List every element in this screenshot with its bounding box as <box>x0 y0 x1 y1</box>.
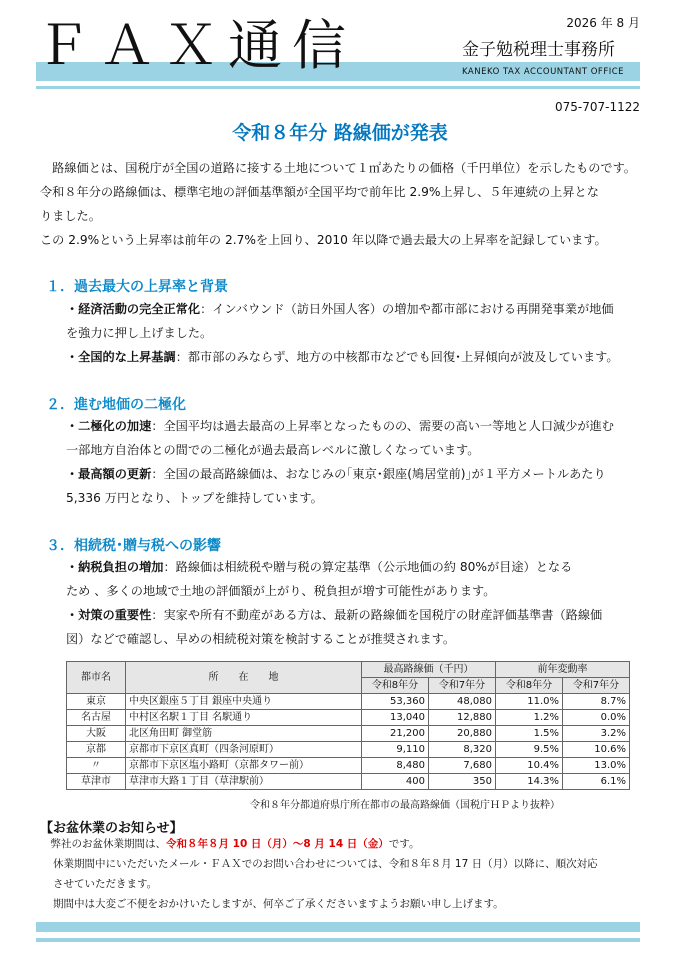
cell-location: 京都市下京区塩小路町（京都タワー前） <box>126 758 362 774</box>
table-caption: 令和８年分都道府県庁所在都市の最高路線価（国税庁ＨＰより抜粋） <box>250 800 560 811</box>
cell-r7: 7,680 <box>429 758 496 774</box>
notice-prefix: 弊社のお盆休業期間は、 <box>40 838 166 850</box>
table-row <box>67 694 630 710</box>
list-item <box>66 345 619 369</box>
notice-body <box>40 834 598 914</box>
list-item <box>66 414 614 438</box>
section-2-items <box>66 414 614 510</box>
section-heading-3: ３．相続税･贈与税への影響 <box>46 538 221 554</box>
cell-r8: 21,200 <box>362 726 429 742</box>
cell-city: 〃 <box>67 758 126 774</box>
cell-c8: 10.4% <box>496 758 563 774</box>
list-item <box>66 603 602 627</box>
cell-r7: 48,080 <box>429 694 496 710</box>
notice-line <box>40 834 598 854</box>
section-heading-1: １．過去最大の上昇率と背景 <box>46 279 228 295</box>
cell-location: 京都市下京区真町（四条河原町） <box>126 742 362 758</box>
header-rule <box>36 86 640 89</box>
list-item <box>66 462 614 486</box>
item-text: ：実家や所有不動産がある方は、最新の路線価を国税庁の財産評価基準書（路線価 <box>151 608 603 622</box>
col-c8: 令和8年分 <box>496 678 563 694</box>
col-r7: 令和7年分 <box>429 678 496 694</box>
holiday-dates: 令和８年８月 10 日（月）～8 月 14 日（金） <box>166 838 389 850</box>
col-city: 都市名 <box>67 662 126 694</box>
page-title: 令和８年分 路線価が発表 <box>232 122 448 144</box>
item-label: ・納税負担の増加 <box>66 560 164 574</box>
cell-c8: 9.5% <box>496 742 563 758</box>
cell-location: 中村区名駅１丁目 名駅通り <box>126 710 362 726</box>
list-item <box>66 297 619 321</box>
col-location: 所 在 地 <box>126 662 362 694</box>
cell-c7: 0.0% <box>563 710 630 726</box>
cell-location: 中央区銀座５丁目 銀座中央通り <box>126 694 362 710</box>
section-1-items <box>66 297 619 369</box>
item-label: ・最高額の更新 <box>66 467 152 481</box>
item-text-cont: 図）などで確認し、早めの相続税対策を検討することが推奨されます。 <box>66 632 456 646</box>
cell-city: 京都 <box>67 742 126 758</box>
cell-c7: 3.2% <box>563 726 630 742</box>
item-text: ：路線価は相続税や贈与税の算定基準（公示地価の約 80%が目途）となる <box>163 560 573 574</box>
cell-c8: 1.5% <box>496 726 563 742</box>
col-r8: 令和8年分 <box>362 678 429 694</box>
col-c7: 令和7年分 <box>563 678 630 694</box>
fax-number: 075-707-1122 <box>554 100 640 114</box>
item-label: ・二極化の加速 <box>66 419 152 433</box>
cell-r7: 350 <box>429 774 496 790</box>
table-row <box>67 710 630 726</box>
table-header-row <box>67 662 630 678</box>
table-row <box>67 774 630 790</box>
cell-c7: 13.0% <box>563 758 630 774</box>
section-3-items <box>66 555 602 651</box>
list-item <box>66 555 602 579</box>
table-row <box>67 726 630 742</box>
cell-c8: 14.3% <box>496 774 563 790</box>
cell-c8: 1.2% <box>496 710 563 726</box>
footer-rule <box>36 938 640 942</box>
cell-city: 草津市 <box>67 774 126 790</box>
cell-location: 草津市大路１丁目（草津駅前） <box>126 774 362 790</box>
item-text-cont: ため 、多くの地域で土地の評価額が上がり、税負担が増す可能性があります。 <box>66 584 496 598</box>
notice-line: させていただきます。 <box>53 878 158 890</box>
cell-r8: 13,040 <box>362 710 429 726</box>
intro-line: 路線価とは、国税庁が全国の道路に接する土地について１㎡あたりの価格（千円単位）を示したものです。 <box>40 161 636 175</box>
cell-c8: 11.0% <box>496 694 563 710</box>
cell-city: 東京 <box>67 694 126 710</box>
item-text-cont: 一部地方自治体との間での二極化が過去最高レベルに激しくなっています。 <box>66 443 480 457</box>
footer-band <box>36 922 640 932</box>
office-name: 金子勉税理士事務所 <box>462 40 615 60</box>
cell-r8: 8,480 <box>362 758 429 774</box>
notice-line: 期間中は大変ご不便をおかけいたしますが、何卒ご了承くださいますようお願い申し上げます。 <box>53 898 504 910</box>
fax-title: ＦＡＸ通信 <box>36 14 356 77</box>
office-name-en: KANEKO TAX ACCOUNTANT OFFICE <box>462 67 625 77</box>
cell-r7: 20,880 <box>429 726 496 742</box>
route-price-table <box>66 661 630 790</box>
item-text: ：全国の最高路線価は、おなじみの｢東京･銀座(鳩居堂前)｣が１平方メートルあたり <box>151 467 606 481</box>
cell-c7: 6.1% <box>563 774 630 790</box>
intro-line: この 2.9%という上昇率は前年の 2.7%を上回り、2010 年以降で過去最大の上昇率を記録しています。 <box>40 233 607 247</box>
section-heading-2: ２．進む地価の二極化 <box>46 397 186 413</box>
col-change-rate: 前年変動率 <box>496 662 630 678</box>
cell-r8: 9,110 <box>362 742 429 758</box>
intro-line: 令和８年分の路線価は、標準宅地の評価基準額が全国平均で前年比 2.9%上昇し、５年連続の上昇とな <box>40 185 599 199</box>
intro-line: りました。 <box>40 209 101 223</box>
cell-r8: 53,360 <box>362 694 429 710</box>
notice-line: 休業期間中にいただいたメール・ＦＡＸでのお問い合わせについては、令和８年８月 17 日（月）以降に、順次対応 <box>53 858 598 870</box>
table-row <box>67 758 630 774</box>
notice-suffix: です。 <box>388 838 420 850</box>
item-label: ・全国的な上昇基調 <box>66 350 176 364</box>
cell-city: 名古屋 <box>67 710 126 726</box>
item-text-cont: 5,336 万円となり、トップを維持しています。 <box>66 491 323 505</box>
col-max-price: 最高路線価（千円） <box>362 662 496 678</box>
cell-c7: 10.6% <box>563 742 630 758</box>
cell-c7: 8.7% <box>563 694 630 710</box>
cell-r8: 400 <box>362 774 429 790</box>
item-text: ：都市部のみならず、地方の中核都市などでも回復･上昇傾向が波及しています。 <box>175 350 619 364</box>
item-label: ・対策の重要性 <box>66 608 152 622</box>
cell-city: 大阪 <box>67 726 126 742</box>
cell-r7: 8,320 <box>429 742 496 758</box>
issue-date: 2026 年 8 月 <box>566 16 640 30</box>
cell-location: 北区角田町 御堂筋 <box>126 726 362 742</box>
item-text: ：インバウンド（訪日外国人客）の増加や都市部における再開発事業が地価 <box>200 302 614 316</box>
table-row <box>67 742 630 758</box>
item-label: ・経済活動の完全正常化 <box>66 302 201 316</box>
notice-heading: 【お盆休業のお知らせ】 <box>40 821 183 836</box>
item-text: ：全国平均は過去最高の上昇率となったものの、需要の高い一等地と人口減少が進む <box>151 419 614 433</box>
item-text-cont: を強力に押し上げました。 <box>66 326 213 340</box>
cell-r7: 12,880 <box>429 710 496 726</box>
intro-paragraph <box>40 156 636 252</box>
